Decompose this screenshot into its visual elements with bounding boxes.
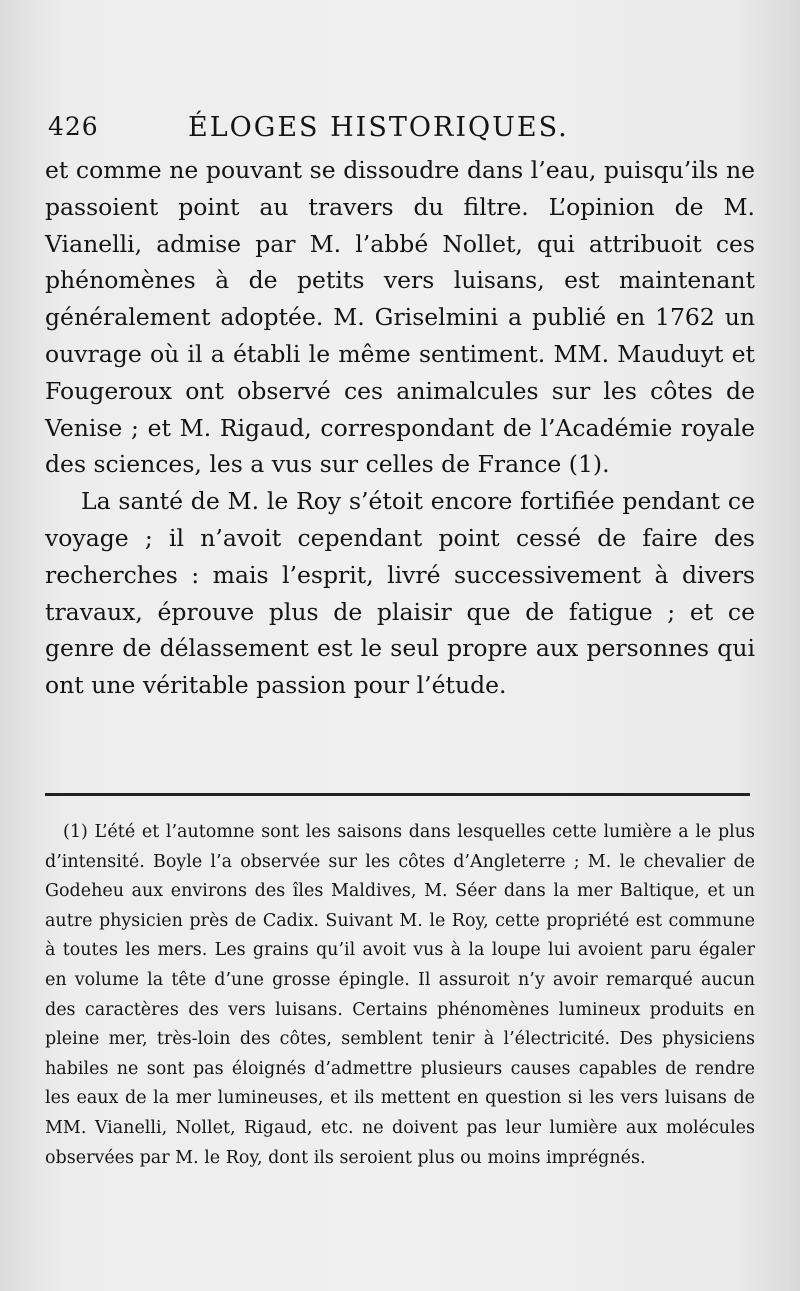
footnote-text: (1) L’été et l’automne sont les saisons dans lesquelles cette lumière a le plus d’intensité. Boyle l’a observée sur les côtes d’Angleterre ; M. le chevalier de Godeheu aux environs des îles Maldives, M. Séer dans la mer Baltique, et un autre physicien près de Cadix. Suivant M. le Roy, cette propriété est commune à toutes les mers. Les grains qu’il avoit vus à la loupe lui avoient paru égaler en volume la tête d’une grosse épingle. Il assuroit n’y avoir remarqué aucun des caractères des vers luisans. Certains phénomènes lumineux produits en pleine mer, très-loin des côtes, semblent tenir à l’électricité. Des physiciens habiles ne sont pas éloignés d’admettre plusieurs causes capables de rendre les eaux de la mer lumineuses, et ils mettent en question si les vers luisans de MM. Vianelli, Nollet, Rigaud, etc. ne doivent pas leur lumière aux molécules observées par M. le Roy, dont ils seroient plus ou moins imprégnés. [45, 822, 755, 1168]
page-number: 426 [48, 112, 99, 141]
running-title: ÉLOGES HISTORIQUES. [188, 112, 569, 143]
page-header [48, 112, 752, 152]
paragraph-2: La santé de M. le Roy s’étoit encore fortifiée pendant ce voyage ; il n’avoit cependant point cessé de faire des recherches : mais l’esprit, livré successivement à divers travaux, éprouve plus de plaisir que de fatigue ; et ce genre de délassement est le seul propre aux personnes qui ont une véritable passion pour l’étude. [45, 487, 755, 700]
paragraph-1: et comme ne pouvant se dissoudre dans l’eau, puisqu’ils ne passoient point au travers du filtre. L’opinion de M. Vianelli, admise par M. l’abbé Nollet, qui attribuoit ces phénomènes à de petits vers luisans, est maintenant généralement adoptée. M. Griselmini a publié en 1762 un ouvrage où il a établi le même sentiment. MM. Mauduyt et Fougeroux ont observé ces animalcules sur les côtes de Venise ; et M. Rigaud, correspondant de l’Académie royale des sciences, les a vus sur celles de France (1). [45, 156, 755, 479]
footnote-rule [45, 793, 750, 796]
footnote [45, 818, 755, 1173]
main-text [45, 152, 755, 704]
